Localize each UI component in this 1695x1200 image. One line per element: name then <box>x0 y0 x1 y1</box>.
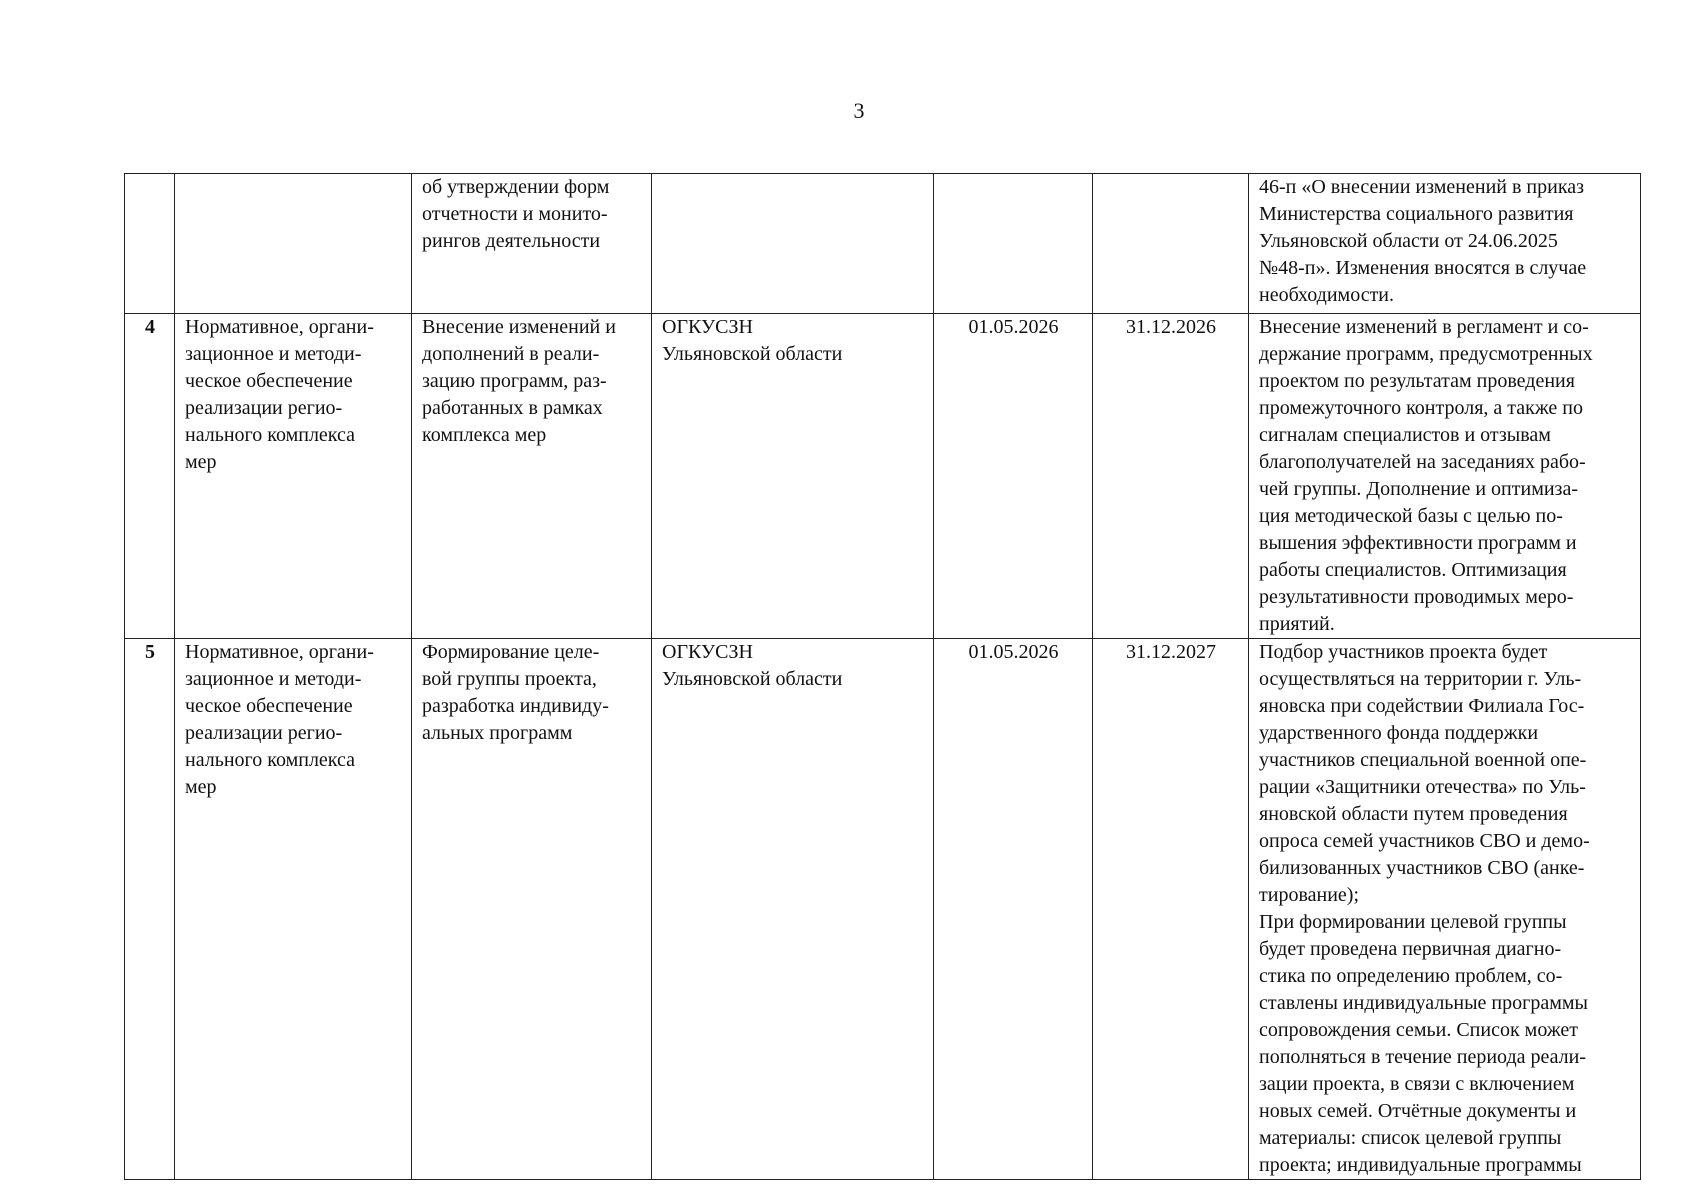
row-number-cell: 4 <box>125 314 175 639</box>
start-date-cell: 01.05.2026 <box>934 314 1093 639</box>
end-date-cell: 31.12.2026 <box>1093 314 1249 639</box>
executor-cell: ОГКУСЗН Ульяновской области <box>652 639 934 1180</box>
executor-cell <box>652 174 934 314</box>
result-cell: 46-п «О внесении изменений в приказ Министерства социального развития Ульяновской области от 24.06.2025 №48-п». Изменения вносятся в случае необходимости. <box>1249 174 1641 314</box>
action-cell: Формирование целе- вой группы проекта, разработка индивиду- альных программ <box>412 639 652 1180</box>
end-date-cell: 31.12.2027 <box>1093 639 1249 1180</box>
area-cell: Нормативное, органи- зационное и методи- ческое обеспечение реализации регио- нального комплекса мер <box>175 314 412 639</box>
table-row <box>125 639 1641 1180</box>
area-cell <box>175 174 412 314</box>
row-number-cell: 5 <box>125 639 175 1180</box>
row-number-cell <box>125 174 175 314</box>
table-row <box>125 314 1641 639</box>
start-date-cell: 01.05.2026 <box>934 639 1093 1180</box>
page-number: 3 <box>853 98 865 123</box>
action-cell: Внесение изменений и дополнений в реали- зацию программ, раз- работанных в рамках комплекса мер <box>412 314 652 639</box>
result-cell: Внесение изменений в регламент и со- держание программ, предусмотренных проектом по результатам проведения промежуточного контроля, а также по сигналам специалистов и отзывам благополучателей на заседаниях рабо- чей группы. Дополнение и оптимиза- ция методической базы с целью по- вышения эффективности программ и работы специалистов. Оптимизация результативности проводимых меро- приятий. <box>1249 314 1641 639</box>
table-row <box>125 174 1641 314</box>
activity-plan-table <box>124 173 1641 1180</box>
executor-cell: ОГКУСЗН Ульяновской области <box>652 314 934 639</box>
area-cell: Нормативное, органи- зационное и методи- ческое обеспечение реализации регио- нального комплекса мер <box>175 639 412 1180</box>
action-cell: об утверждении форм отчетности и монито- рингов деятельности <box>412 174 652 314</box>
end-date-cell <box>1093 174 1249 314</box>
start-date-cell <box>934 174 1093 314</box>
result-cell: Подбор участников проекта будет осуществляться на территории г. Уль- яновска при содействии Филиала Гос- ударственного фонда поддержки участников специальной военной опе- рации «Защитники отечества» по Уль- яновской области путем проведения опроса семей участников СВО и демо- билизованных участников СВО (анке- тирование); При формировании целевой группы будет проведена первичная диагно- стика по определению проблем, со- ставлены индивидуальные программы сопровождения семьи. Список может пополняться в течение периода реали- зации проекта, в связи с включением новых семей. Отчётные документы и материалы: список целевой группы проекта; индивидуальные программы <box>1249 639 1641 1180</box>
